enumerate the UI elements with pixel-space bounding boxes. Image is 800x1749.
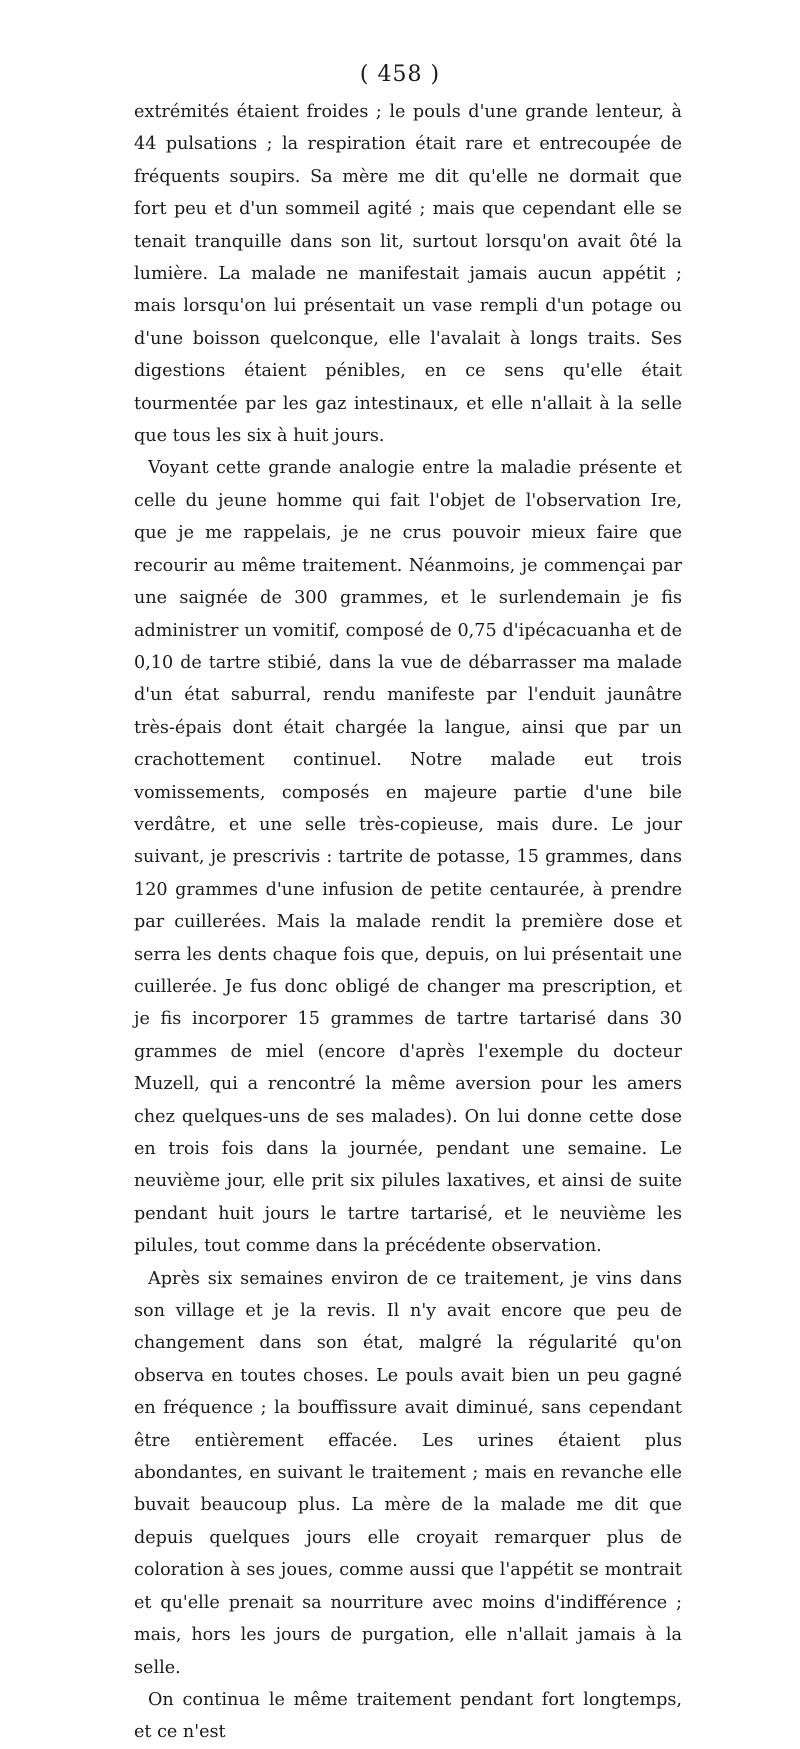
paragraph-1-continuation: extrémités étaient froides ; le pouls d'une grande lenteur, à 44 pulsations ; la respiration était rare et entrecoupée de fréquents soupirs. Sa mère me dit qu'elle ne dormait que fort peu et d'un sommeil agité ; mais que cependant elle se tenait tranquille dans son lit, surtout lorsqu'on avait ôté la lumière. La malade ne manifestait jamais aucun appétit ; mais lorsqu'on lui présentait un vase rempli d'un potage ou d'une boisson quelconque, elle l'avalait à longs traits. Ses digestions étaient pénibles, en ce sens qu'elle était tourmentée par les gaz intestinaux, et elle n'allait à la selle que tous les six à huit jours. xyxy=(134,102,682,447)
paragraph-4: On continua le même traitement pendant fort longtemps, et ce n'est xyxy=(134,1689,682,1743)
page-number: ( 458 ) xyxy=(359,62,441,87)
paragraph-3: Après six semaines environ de ce traitement, je vins dans son village et je la revis. Il n'y avait encore que peu de changement dans son état, malgré la régularité qu'on observa en toutes choses. Le pouls avait bien un peu gagné en fréquence ; la bouffissure avait diminué, sans cependant être entièrement effacée. Les urines étaient plus abondantes, en suivant le traitement ; mais en revanche elle buvait beaucoup plus. La mère de la malade me dit que depuis quelques jours elle croyait remarquer plus de coloration à ses joues, comme aussi que l'appétit se montrait et qu'elle prenait sa nourriture avec moins d'indifférence ; mais, hors les jours de purgation, elle n'allait jamais à la selle. xyxy=(134,1268,682,1678)
body-text xyxy=(134,96,682,1749)
paragraph-2: Voyant cette grande analogie entre la maladie présente et celle du jeune homme qui fait l'objet de l'observation Ire, que je me rappelais, je ne crus pouvoir mieux faire que recourir au même traitement. Néanmoins, je commençai par une saignée de 300 grammes, et le surlendemain je fis administrer un vomitif, composé de 0,75 d'ipécacuanha et de 0,10 de tartre stibié, dans la vue de débarrasser ma malade d'un état saburral, rendu manifeste par l'enduit jaunâtre très-épais dont était chargée la langue, ainsi que par un crachottement continuel. Notre malade eut trois vomissements, composés en majeure partie d'une bile verdâtre, et une selle très-copieuse, mais dure. Le jour suivant, je prescrivis : tartrite de potasse, 15 grammes, dans 120 grammes d'une infusion de petite centaurée, à prendre par cuillerées. Mais la malade rendit la première dose et serra les dents chaque fois que, depuis, on lui présentait une cuillerée. Je fus donc obligé de changer ma prescription, et je fis incorporer 15 grammes de tartre tartarisé dans 30 grammes de miel (encore d'après l'exemple du docteur Muzell, qui a rencontré la même aversion pour les amers chez quelques-uns de ses malades). On lui donne cette dose en trois fois dans la journée, pendant une semaine. Le neuvième jour, elle prit six pilules laxatives, et ainsi de suite pendant huit jours le tartre tartarisé, et le neuvième les pilules, tout comme dans la précédente observation. xyxy=(134,458,682,1257)
